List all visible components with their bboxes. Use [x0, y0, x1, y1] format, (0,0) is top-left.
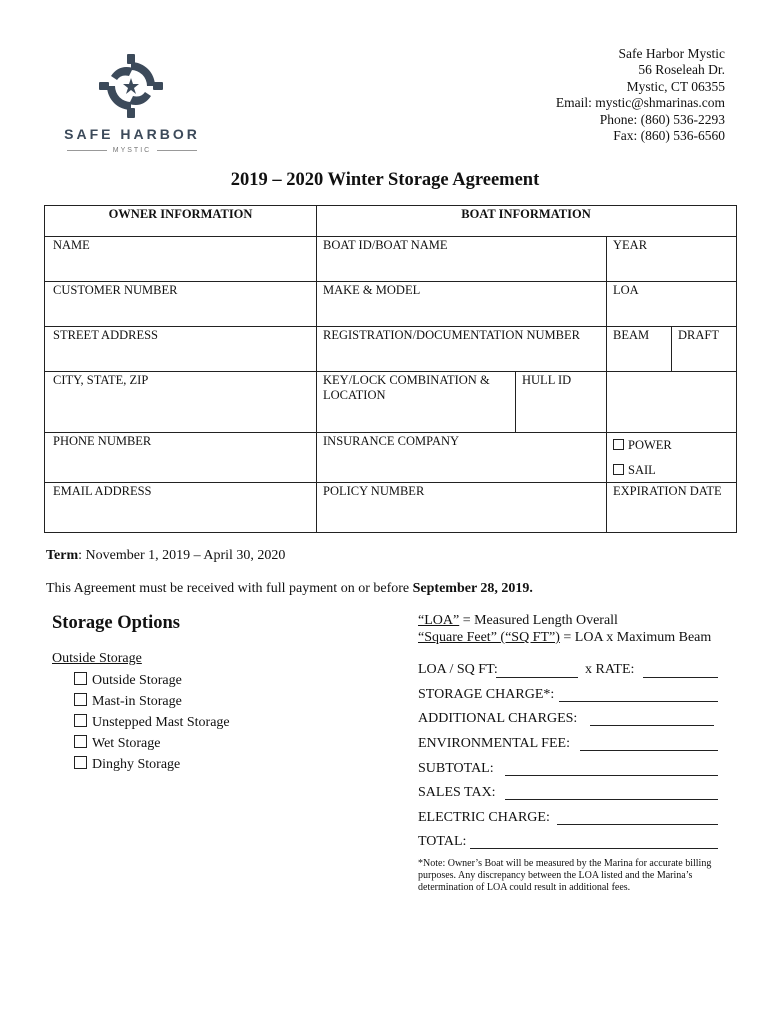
storage-charge-label: STORAGE CHARGE*:	[418, 687, 555, 702]
outside-storage-heading: Outside Storage	[52, 651, 142, 666]
electric-charge-label: ELECTRIC CHARGE:	[418, 810, 550, 825]
measurement-note: *Note: Owner’s Boat will be measured by the Marina for accurate billing purposes. Any discrepancy between the LOA listed and the Marina’s determination of LOA could result in additional fees.	[418, 858, 712, 893]
agreement-line	[46, 581, 533, 597]
rate-label: x RATE:	[585, 662, 635, 677]
year-field[interactable]: YEAR	[613, 238, 648, 252]
sail-checkbox[interactable]	[613, 463, 656, 478]
option-label: Outside Storage	[92, 673, 182, 688]
option-outside-storage[interactable]	[74, 672, 182, 689]
table-divider	[45, 432, 736, 433]
subtotal-label: SUBTOTAL:	[418, 761, 494, 776]
owner-info-header: OWNER INFORMATION	[108, 207, 253, 221]
additional-charges-label: ADDITIONAL CHARGES:	[418, 711, 578, 726]
option-wet-storage[interactable]	[74, 735, 160, 752]
logo-brand-text: SAFE HARBOR	[64, 126, 200, 142]
table-divider	[515, 371, 516, 432]
city-state-zip-field[interactable]: CITY, STATE, ZIP	[53, 373, 149, 387]
loa-definitions	[418, 612, 711, 646]
table-divider	[45, 236, 736, 237]
draft-field[interactable]: DRAFT	[678, 328, 719, 342]
table-divider	[45, 326, 736, 327]
loa-sqft-input[interactable]	[496, 677, 578, 678]
loa-term: “LOA”	[418, 613, 460, 628]
option-label: Wet Storage	[92, 736, 161, 751]
option-mast-in-storage[interactable]	[74, 693, 182, 710]
checkbox-icon[interactable]	[613, 439, 624, 450]
marina-email: Email: mystic@shmarinas.com	[555, 95, 725, 111]
info-table	[44, 205, 737, 533]
marina-street: 56 Roseleah Dr.	[638, 62, 725, 78]
table-divider	[671, 326, 672, 371]
subtotal-input[interactable]	[505, 775, 718, 776]
table-divider	[45, 482, 736, 483]
checkbox-icon[interactable]	[74, 735, 87, 748]
logo-sub-text: MYSTIC	[48, 147, 216, 154]
sales-tax-input[interactable]	[505, 799, 718, 800]
checkbox-icon[interactable]	[613, 464, 624, 475]
table-divider	[45, 281, 736, 282]
expiration-date-field[interactable]: EXPIRATION DATE	[613, 484, 722, 498]
rate-input[interactable]	[643, 677, 718, 678]
loa-definition	[418, 612, 711, 629]
registration-field[interactable]: REGISTRATION/DOCUMENTATION NUMBER	[323, 328, 580, 342]
checkbox-icon[interactable]	[74, 714, 87, 727]
term-line	[46, 548, 285, 564]
table-divider	[316, 206, 317, 532]
hull-id-field[interactable]: HULL ID	[522, 373, 572, 387]
marina-name: Safe Harbor Mystic	[618, 46, 725, 61]
street-address-field[interactable]: STREET ADDRESS	[53, 328, 158, 342]
checkbox-icon[interactable]	[74, 693, 87, 706]
environmental-fee-input[interactable]	[580, 750, 718, 751]
marina-fax: Fax: (860) 536-6560	[613, 128, 725, 144]
beam-field[interactable]: BEAM	[613, 328, 650, 342]
key-lock-label-line2: LOCATION	[323, 388, 386, 402]
power-label: POWER	[628, 438, 672, 452]
key-lock-field[interactable]	[323, 373, 490, 403]
boat-info-header: BOAT INFORMATION	[461, 207, 591, 221]
safe-harbor-logo	[48, 44, 216, 162]
electric-charge-input[interactable]	[557, 824, 718, 825]
email-address-field[interactable]: EMAIL ADDRESS	[53, 484, 152, 498]
term-label: Term	[46, 548, 79, 563]
checkbox-icon[interactable]	[74, 756, 87, 769]
option-dinghy-storage[interactable]	[74, 756, 180, 773]
policy-number-field[interactable]: POLICY NUMBER	[323, 484, 425, 498]
total-label: TOTAL:	[418, 834, 467, 849]
make-model-field[interactable]: MAKE & MODEL	[323, 283, 421, 297]
customer-number-field[interactable]: CUSTOMER NUMBER	[53, 283, 178, 297]
name-field[interactable]: NAME	[53, 238, 90, 252]
environmental-fee-label: ENVIRONMENTAL FEE:	[418, 736, 570, 751]
helm-logo-icon	[99, 54, 163, 118]
sqft-def-text: = LOA x Maximum Beam	[559, 630, 712, 645]
power-checkbox[interactable]	[613, 438, 672, 453]
marina-phone: Phone: (860) 536-2293	[599, 111, 725, 127]
document-title: 2019 – 2020 Winter Storage Agreement	[230, 170, 540, 190]
loa-def-text: = Measured Length Overall	[459, 613, 618, 628]
sales-tax-label: SALES TAX:	[418, 785, 496, 800]
table-divider	[45, 371, 736, 372]
marina-address	[556, 46, 725, 144]
additional-charges-input[interactable]	[590, 725, 714, 726]
loa-field[interactable]: LOA	[613, 283, 639, 297]
sail-label: SAIL	[628, 463, 656, 477]
insurance-company-field[interactable]: INSURANCE COMPANY	[323, 434, 460, 448]
option-label: Dinghy Storage	[92, 757, 181, 772]
total-input[interactable]	[470, 848, 718, 849]
storage-charge-input[interactable]	[559, 701, 718, 702]
key-lock-label-line1: KEY/LOCK COMBINATION &	[323, 373, 490, 387]
term-value: : November 1, 2019 – April 30, 2020	[78, 548, 286, 563]
storage-options-title: Storage Options	[52, 613, 180, 633]
option-unstepped-mast-storage[interactable]	[74, 714, 230, 731]
phone-number-field[interactable]: PHONE NUMBER	[53, 434, 152, 448]
option-label: Unstepped Mast Storage	[92, 715, 230, 730]
boat-id-field[interactable]: BOAT ID/BOAT NAME	[323, 238, 448, 252]
agreement-deadline: September 28, 2019.	[412, 581, 533, 596]
agreement-text: This Agreement must be received with full payment on or before	[46, 581, 413, 596]
sqft-term: “Square Feet” (“SQ FT”)	[418, 630, 560, 645]
table-divider	[606, 236, 607, 532]
checkbox-icon[interactable]	[74, 672, 87, 685]
option-label: Mast-in Storage	[92, 694, 182, 709]
loa-sqft-label: LOA / SQ FT:	[418, 662, 498, 677]
marina-city: Mystic, CT 06355	[626, 78, 725, 94]
sqft-definition	[418, 629, 711, 646]
